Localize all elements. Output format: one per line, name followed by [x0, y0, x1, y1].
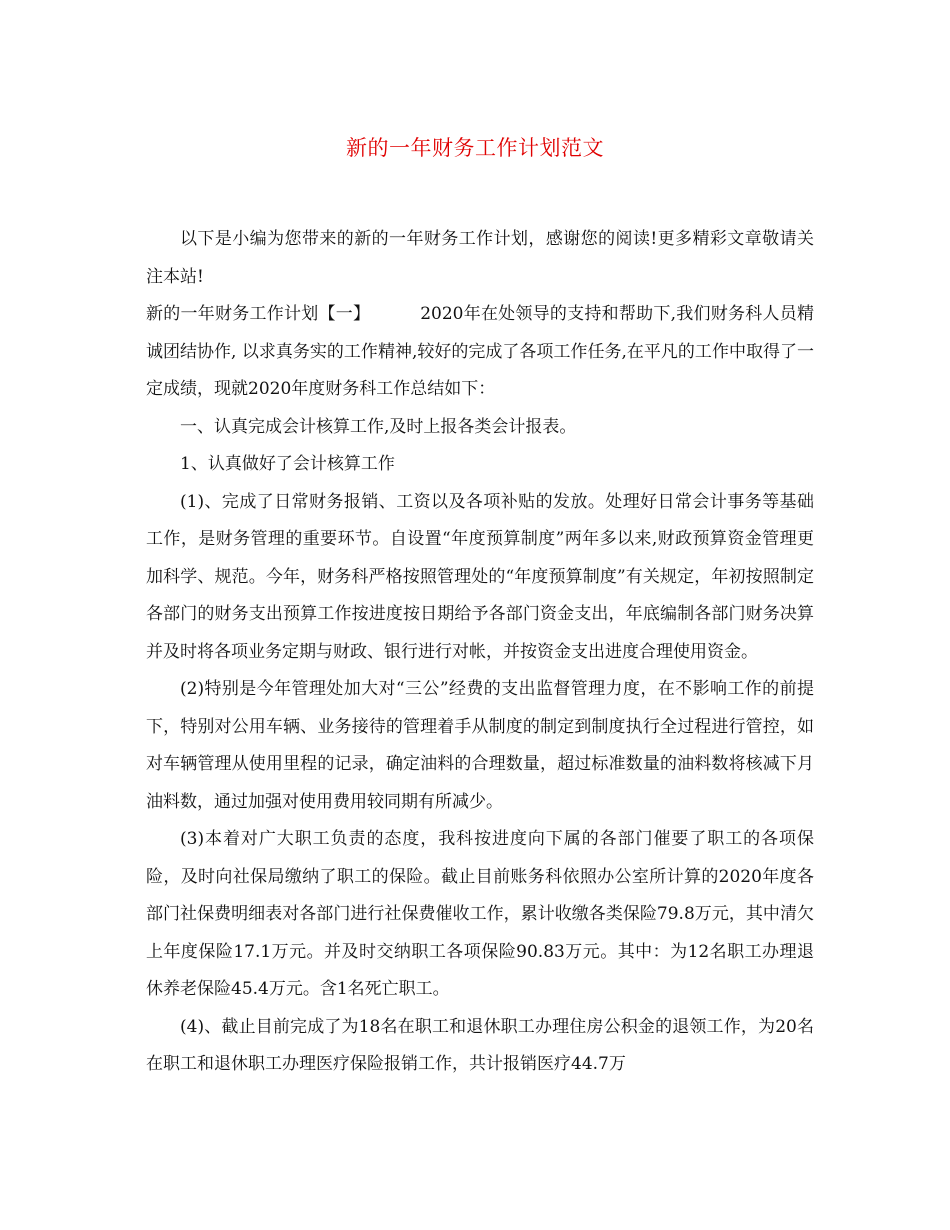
section-heading: 新的一年财务工作计划【一】 [146, 304, 371, 324]
section-first-paragraph: 2020年在处领导的支持和帮助下,我们财务科人员精诚团结协作, 以求真务实的工作精神,较好的完成了各项工作任务,在平凡的工作中取得了一定成绩，现就2020年度财务科工作总结如下： [146, 304, 814, 399]
section-paragraph [146, 296, 814, 409]
point-1-heading: 一、认真完成会计核算工作,及时上报各类会计报表。 [180, 416, 577, 437]
intro-paragraph: 以下是小编为您带来的新的一年财务工作计划，感谢您的阅读!更多精彩文章敬请关注本站! [146, 229, 814, 287]
document-body [146, 221, 814, 1084]
paragraph-4: (4)、截止目前完成了为18名在职工和退休职工办理住房公积金的退领工作，为20名在职工和退休职工办理医疗保险报销工作，共计报销医疗44.7万 [146, 1016, 814, 1074]
paragraph-3: (3)本着对广大职工负责的态度，我科按进度向下属的各部门催要了职工的各项保险，及时向社保局缴纳了职工的保险。截止目前账务科依照办公室所计算的2020年度各部门社保费明细表对各部门进行社保费催收工作，累计收缴各类保险79.8万元，其中清欠上年度保险17.1万元。并及时交纳职工各项保险90.83万元。其中：为12名职工办理退休养老保险45.4万元。含1名死亡职工。 [146, 829, 814, 999]
paragraph-1: (1)、完成了日常财务报销、工资以及各项补贴的发放。处理好日常会计事务等基础工作，是财务管理的重要环节。自设置“年度预算制度”两年多以来,财政预算资金管理更加科学、规范。今年，财务科严格按照管理处的“年度预算制度”有关规定，年初按照制定各部门的财务支出预算工作按进度按日期给予各部门资金支出，年底编制各部门财务决算并及时将各项业务定期与财政、银行进行对帐，并按资金支出进度合理使用资金。 [146, 491, 814, 662]
paragraph-2: (2)特别是今年管理处加大对“三公”经费的支出监督管理力度，在不影响工作的前提下，特别对公用车辆、业务接待的管理着手从制度的制定到制度执行全过程进行管控，如对车辆管理从使用里程的记录，确定油料的合理数量，超过标准数量的油料数将核减下月油料数，通过加强对使用费用较同期有所减少。 [146, 679, 814, 812]
sub-1-heading: 1、认真做好了会计核算工作 [180, 454, 395, 474]
document-title: 新的一年财务工作计划范文 [346, 136, 604, 160]
